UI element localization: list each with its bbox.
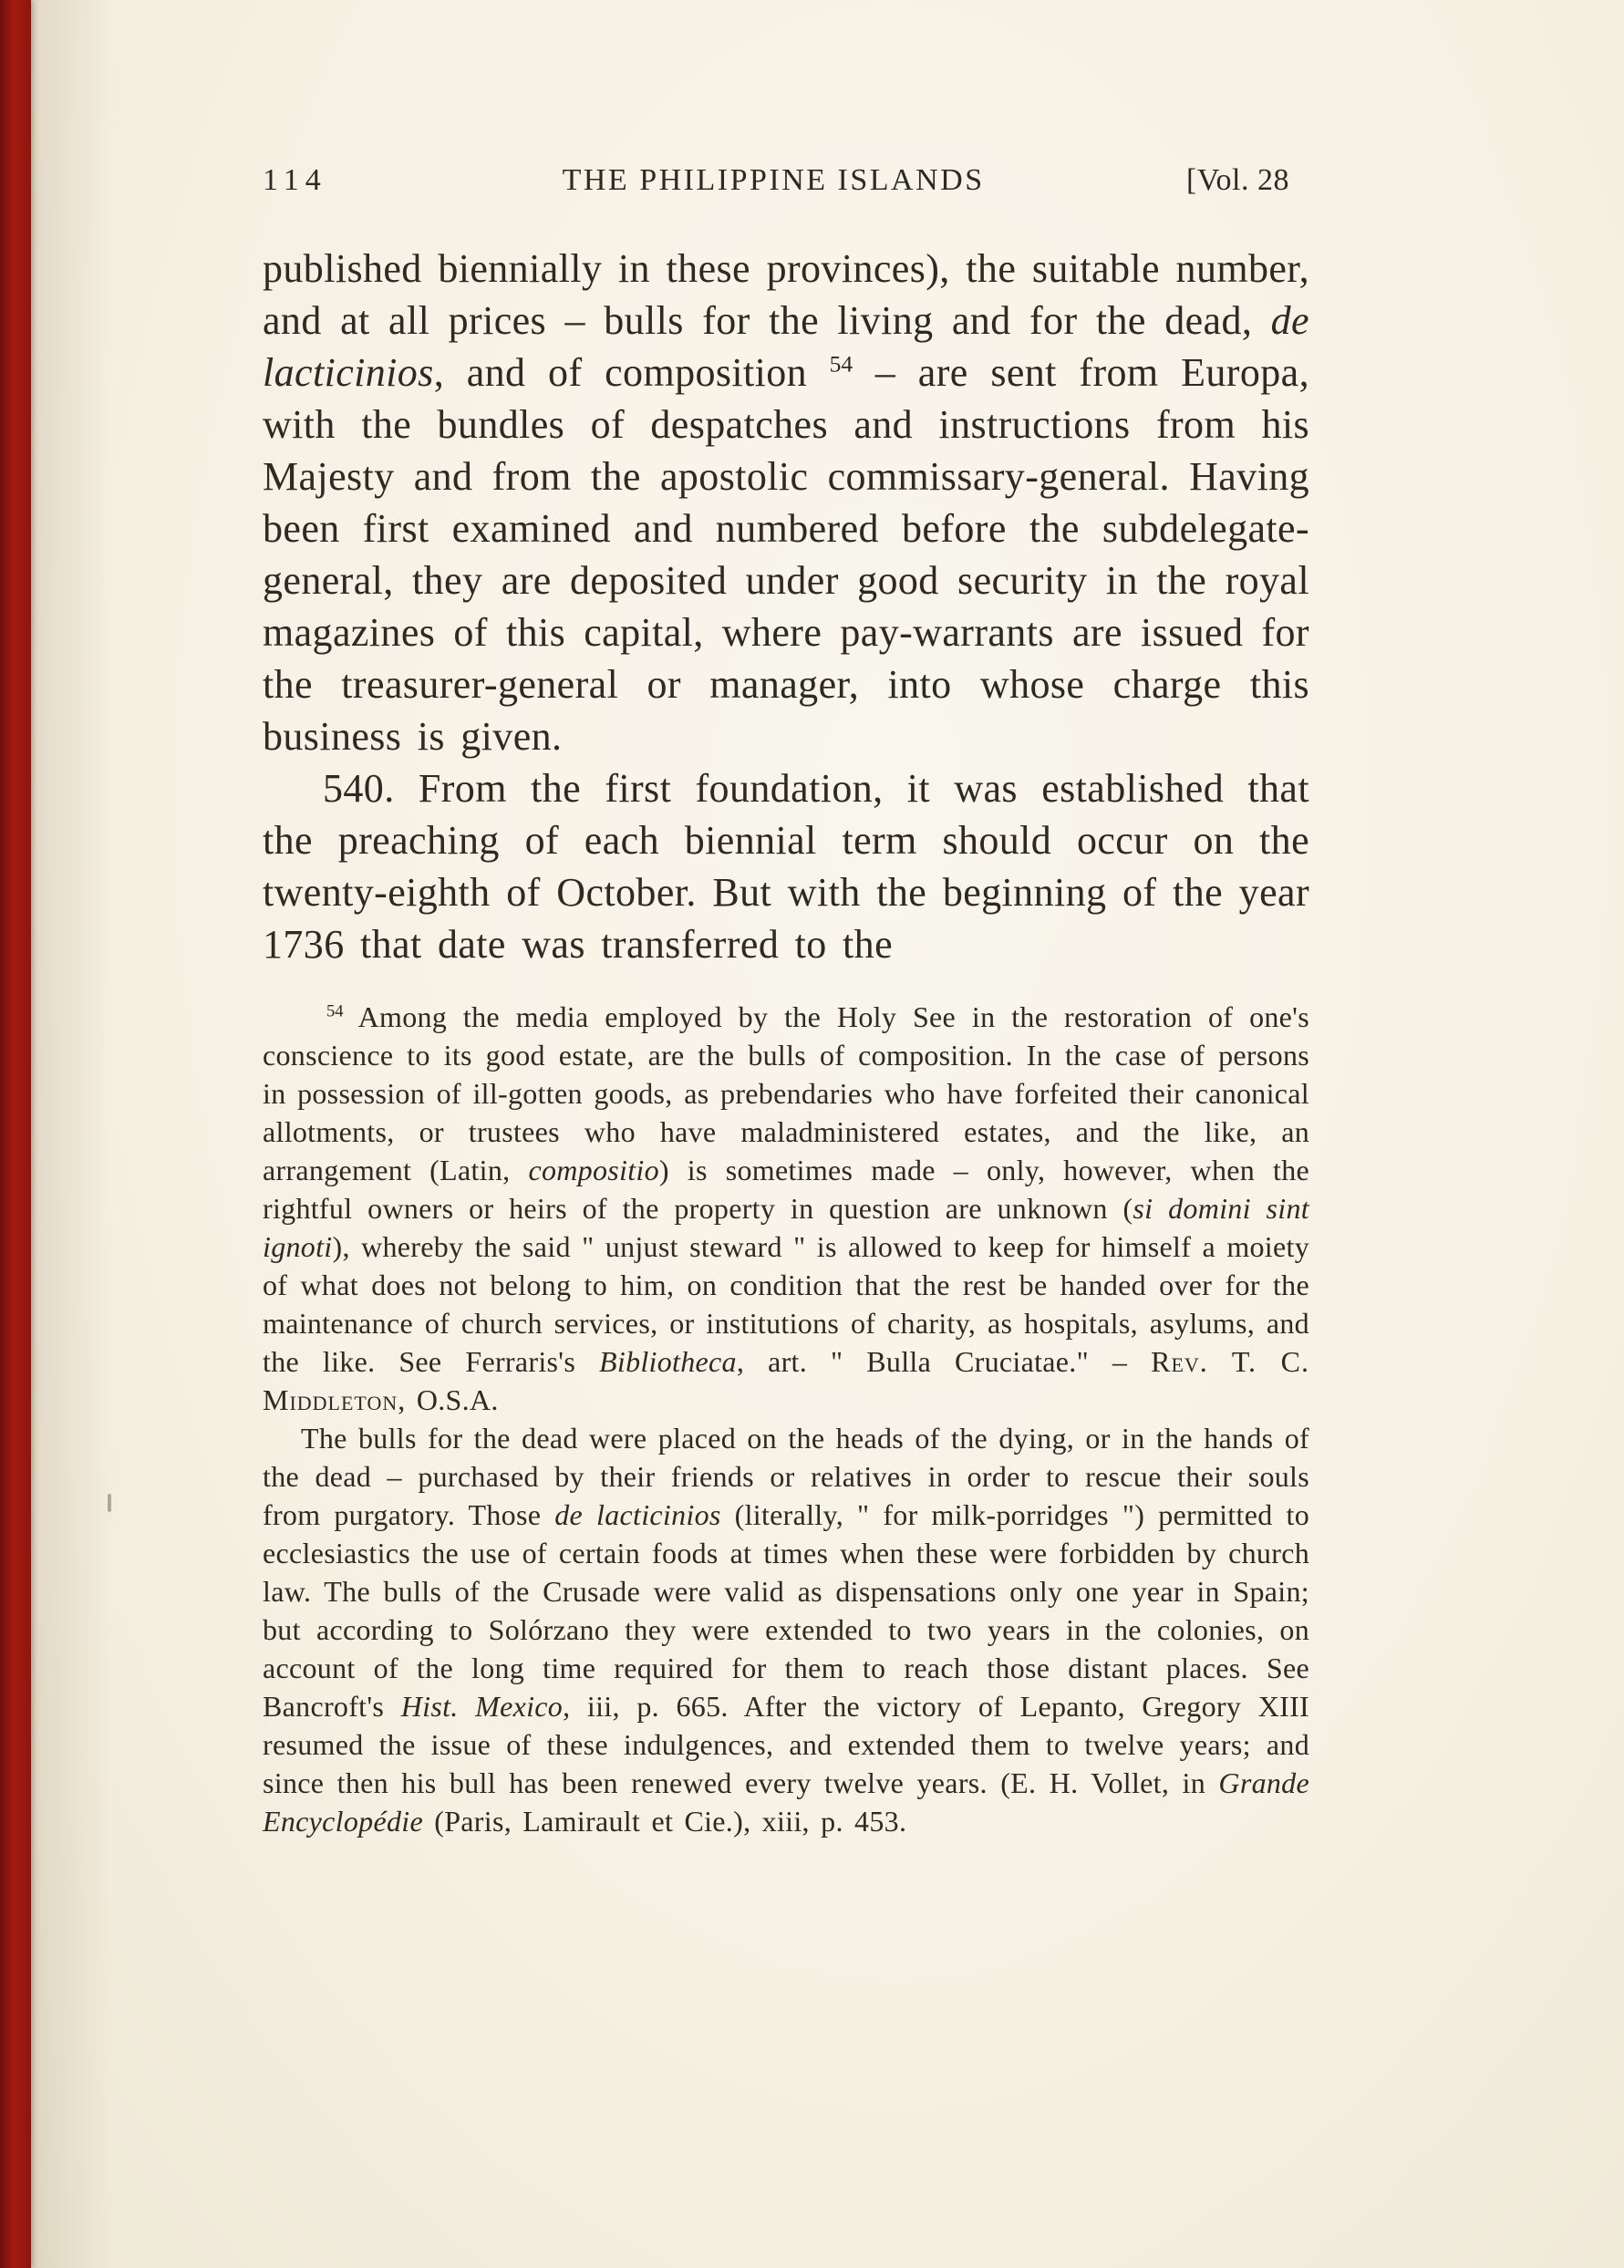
- footnote-paragraph-2: The bulls for the dead were placed on the heads of the dying, or in the hands of the dead – purchased by their friends or relatives in order to rescue their souls from purgatory. Those de lacticinios (literally, " for milk-porridges ") permitted to ecclesiastics the use of certain foods at times when these were forbidden by church law. The bulls of the Crusade were valid as dispensations only one year in Spain; but according to Solórzano they were extended to two years in the colonies, on account of the long time required for them to reach those distant places. See Bancroft's Hist. Mexico, iii, p. 665. After the victory of Lepanto, Gregory XIII resumed the issue of these indulgences, and extended them to twelve years; and since then his bull has been renewed every twelve years. (E. H. Vollet, in Grande Encyclopédie (Paris, Lamirault et Cie.), xiii, p. 453.: [263, 1422, 1310, 1838]
- volume-label: [Vol. 28: [1186, 163, 1289, 197]
- running-title: THE PHILIPPINE ISLANDS: [562, 163, 985, 197]
- body-text: [263, 243, 1309, 970]
- page-header: [263, 161, 1309, 201]
- page-sheet: [263, 161, 1309, 1840]
- page-number: 114: [263, 163, 327, 197]
- footnote-paragraph-1: $^{54}$ Among the media employed by the Holy See in the restoration of one's conscience to its good estate, are the bulls of composition. In the case of persons in possession of ill-gotten goods, as prebendaries who have forfeited their canonical allotments, or trustees who have maladministered estates, and the like, an arrangement (Latin, compositio) is sometimes made – only, however, when the rightful owners or heirs of the property in question are unknown (si domini sint ignoti), whereby the said " unjust steward " is allowed to keep for himself a moiety of what does not belong to him, on condition that the rest be handed over for the maintenance of church services, or institutions of charity, as hospitals, asylums, and the like. See Ferraris's Bibliotheca, art. " Bulla Cruciatae." – Rev. T. C. Middleton, O.S.A.: [263, 1000, 1310, 1416]
- body-paragraph-1: published biennially in these provinces), the suitable number, and at all prices – bulls for the living and for the dead, de lacticinios, and of composition $^{54}$ – are sent from Europa, with the bundles of despatches and instructions from his Majesty and from the apostolic commissary-general. Having been first examined and numbered before the subdelegate-general, they are deposited under good security in the royal magazines of this capital, where pay-warrants are issued for the treasurer-general or manager, into whose charge this business is given.: [263, 246, 1309, 759]
- footnote-section: [263, 998, 1309, 1840]
- scan-blemish: [108, 1494, 111, 1512]
- gutter-shadow: [31, 0, 113, 2268]
- book-spine: [0, 0, 31, 2268]
- body-paragraph-2: 540. From the first foundation, it was established that the preaching of each biennial term should occur on the twenty-eighth of October. But with the beginning of the year 1736 that date was transferred to the: [263, 766, 1309, 967]
